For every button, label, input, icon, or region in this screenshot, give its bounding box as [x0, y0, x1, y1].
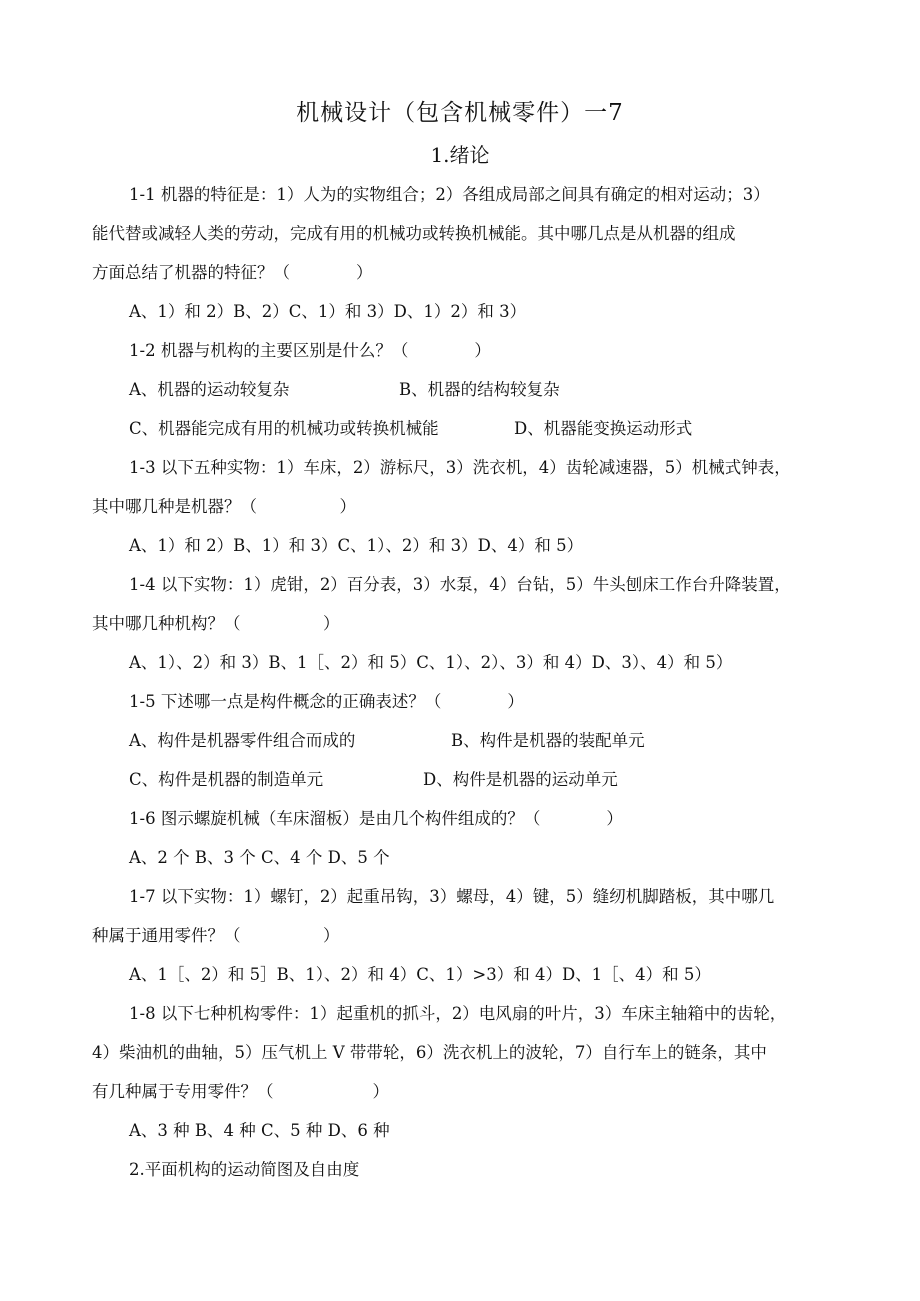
question-3-options: A、1）和 2）B、1）和 3）C、1）、2）和 3）D、4）和 5） [129, 536, 584, 555]
option-a: A、机器的运动较复杂 [129, 380, 290, 399]
question-1-text-cont: 方面总结了机器的特征？（ ） [92, 263, 373, 282]
option-b: B、机器的结构较复杂 [399, 380, 560, 399]
option-b: B、构件是机器的装配单元 [451, 731, 645, 750]
option-d: D、机器能变换运动形式 [514, 419, 693, 438]
option-c: C、机器能完成有用的机械功或转换机械能 [129, 419, 439, 438]
question-8-text-cont: 4）柴油机的曲轴，5）压气机上 V 带带轮，6）洗衣机上的波轮，7）自行车上的链条，其中 [92, 1043, 767, 1062]
question-4-text: 1-4 以下实物：1）虎钳，2）百分表，3）水泵，4）台钻，5）牛头刨床工作台升降装置， [129, 575, 791, 594]
question-5-options-row-2 [92, 760, 832, 799]
question-1-text-cont: 能代替或减轻人类的劳动，完成有用的机械功或转换机械能。其中哪几点是从机器的组成 [92, 224, 736, 243]
question-1-text: 1-1 机器的特征是：1）人为的实物组合；2）各组成局部之间具有确定的相对运动；3） [129, 185, 770, 204]
question-6-options: A、2 个 B、3 个 C、4 个 D、5 个 [129, 848, 390, 867]
question-3-text: 1-3 以下五种实物：1）车床，2）游标尺，3）洗衣机，4）齿轮减速器，5）机械式钟表， [129, 458, 791, 477]
document-title: 机械设计（包含机械零件）一7 [296, 100, 624, 126]
section-heading-1: 1.绪论 [430, 143, 490, 167]
question-8-text: 1-8 以下七种机构零件：1）起重机的抓斗，2）电风扇的叶片，3）车床主轴箱中的齿轮， [129, 1004, 787, 1023]
question-8-text-cont: 有几种属于专用零件？（ ） [92, 1082, 389, 1101]
question-4-text-cont: 其中哪几种机构？（ ） [92, 614, 340, 633]
option-d: D、构件是机器的运动单元 [423, 770, 618, 789]
question-2-text: 1-2 机器与机构的主要区别是什么？（ ） [129, 341, 491, 360]
question-1-options: A、1）和 2）B、2）C、1）和 3）D、1）2）和 3） [129, 302, 527, 321]
option-c: C、构件是机器的制造单元 [129, 770, 324, 789]
question-3-text-cont: 其中哪几种是机器？（ ） [92, 497, 356, 516]
question-5-text: 1-5 下述哪一点是构件概念的正确表述？（ ） [129, 692, 524, 711]
question-4-options: A、1）、2）和 3）B、1［、2）和 5）C、1）、2）、3）和 4）D、3）、4）和 5） [129, 653, 733, 672]
question-7-text: 1-7 以下实物：1）螺钉，2）起重吊钩，3）螺母，4）键，5）缝纫机脚踏板，其中哪几 [129, 887, 775, 906]
option-a: A、构件是机器零件组合而成的 [129, 731, 356, 750]
question-5-options-row-1 [92, 721, 832, 760]
question-2-options-row-1 [92, 370, 832, 409]
question-6-text: 1-6 图示螺旋机械（车床溜板）是由几个构件组成的？（ ） [129, 809, 623, 828]
question-8-options: A、3 种 B、4 种 C、5 种 D、6 种 [129, 1121, 390, 1140]
question-7-text-cont: 种属于通用零件？（ ） [92, 926, 340, 945]
question-7-options: A、1［、2）和 5］B、1）、2）和 4）C、1）>3）和 4）D、1［、4）和 5） [129, 965, 711, 984]
document-body [92, 175, 832, 1189]
section-heading-2: 2.平面机构的运动简图及自由度 [129, 1160, 360, 1179]
question-2-options-row-2 [92, 409, 832, 448]
